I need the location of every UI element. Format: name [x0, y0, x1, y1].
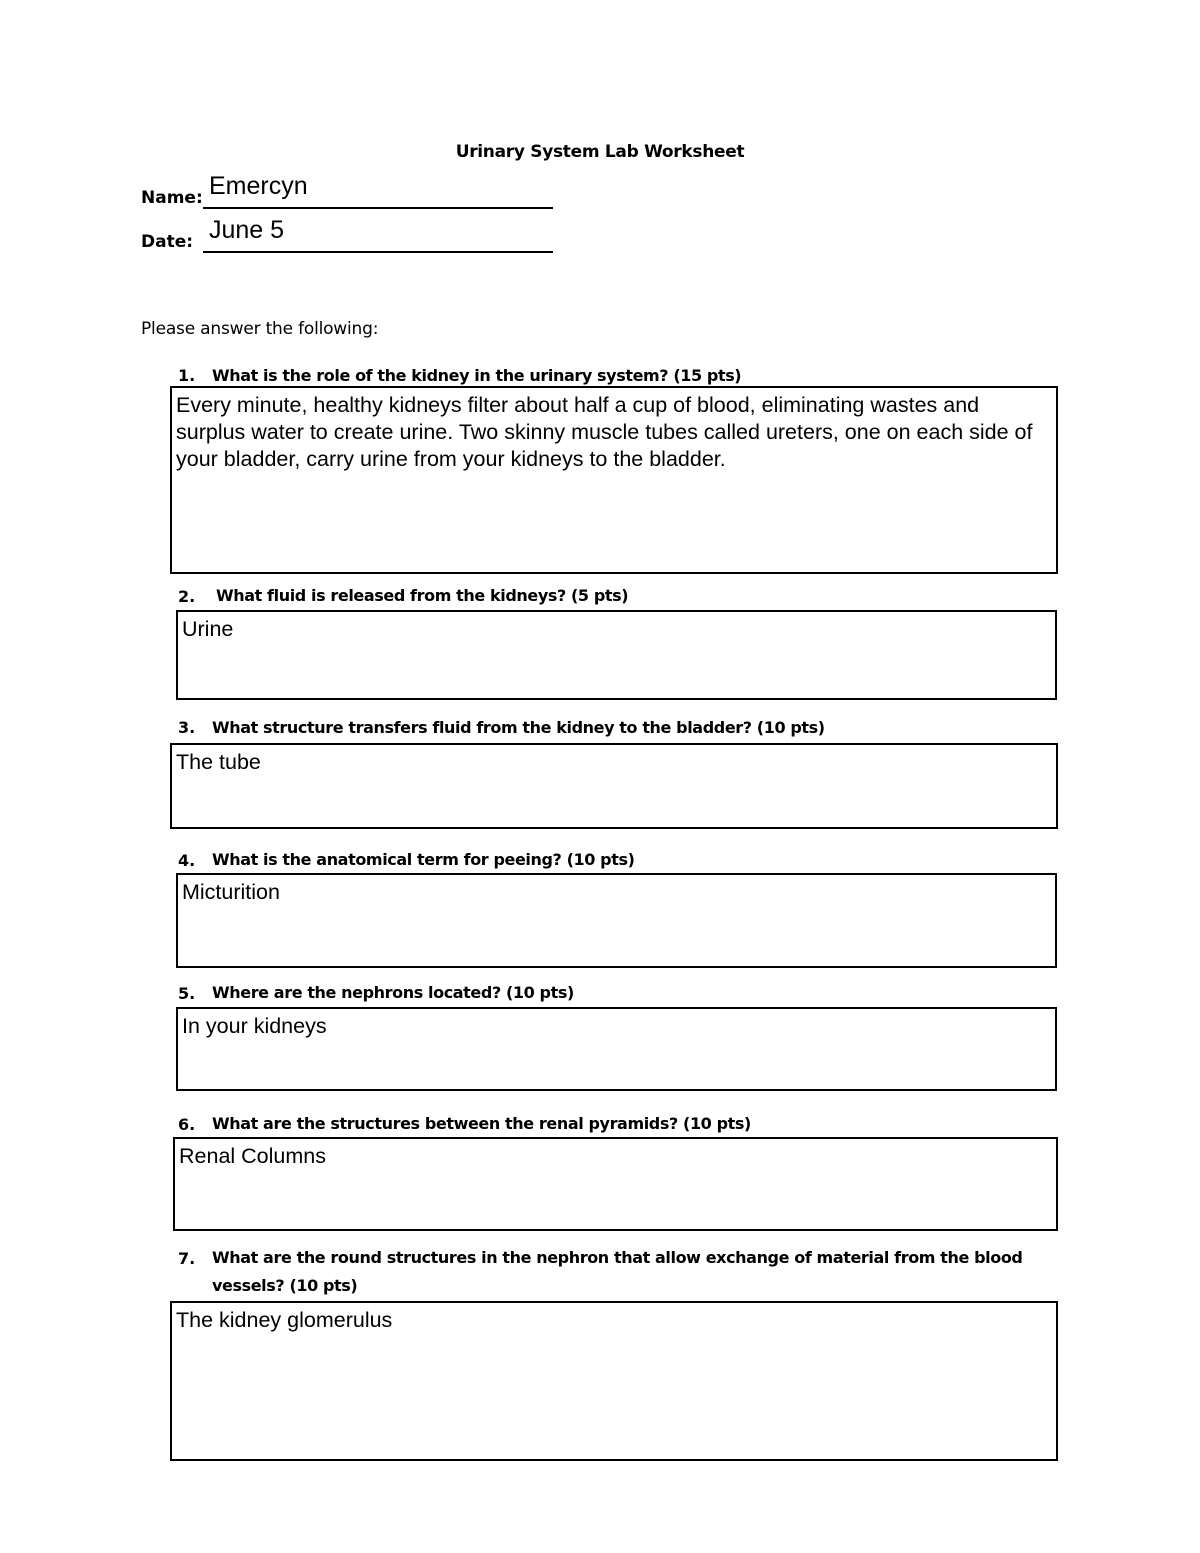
question-number: 1. [178, 366, 196, 385]
answer-box[interactable] [170, 743, 1058, 829]
answer-text: Urine [182, 617, 234, 641]
name-underline [203, 207, 553, 209]
instructions: Please answer the following: [141, 319, 379, 339]
date-underline [203, 251, 553, 253]
question-number: 4. [178, 851, 196, 870]
question-text: What is the anatomical term for peeing? (10 pts) [212, 850, 635, 869]
answer-text: The kidney glomerulus [176, 1308, 393, 1332]
question-number: 3. [178, 718, 196, 737]
answer-box[interactable] [176, 1007, 1057, 1091]
question-text: What fluid is released from the kidneys? (5 pts) [216, 586, 629, 605]
name-value[interactable]: Emercyn [209, 172, 308, 200]
question-number: 2. [178, 587, 196, 606]
name-label: Name: [141, 188, 203, 208]
question-number: 6. [178, 1115, 196, 1134]
answer-text: Micturition [182, 880, 280, 904]
question-text: Where are the nephrons located? (10 pts) [212, 983, 574, 1002]
answer-box[interactable] [176, 610, 1057, 700]
question-number: 5. [178, 984, 196, 1003]
answer-text: In your kidneys [182, 1014, 327, 1038]
answer-text: Every minute, healthy kidneys filter about half a cup of blood, eliminating wastes and surplus water to create urine. Two skinny muscle tubes called ureters, one on each side of your bladder, carry urine from your kidneys to the bladder. [176, 393, 1033, 471]
date-value[interactable]: June 5 [209, 216, 285, 244]
worksheet-title: Urinary System Lab Worksheet [455, 142, 745, 162]
question-text: What are the structures between the renal pyramids? (10 pts) [212, 1114, 751, 1133]
answer-text: Renal Columns [179, 1144, 326, 1168]
question-number: 7. [178, 1249, 196, 1268]
date-label: Date: [141, 232, 194, 252]
answer-box[interactable] [170, 386, 1058, 574]
answer-text: The tube [176, 750, 261, 774]
question-text: What are the round structures in the nephron that allow exchange of material from the blood vessels? (10 pts) [212, 1248, 1023, 1295]
question-text: What structure transfers fluid from the kidney to the bladder? (10 pts) [212, 718, 825, 737]
question-text: What is the role of the kidney in the urinary system? (15 pts) [212, 366, 742, 385]
answer-box[interactable] [170, 1301, 1058, 1461]
answer-box[interactable] [173, 1137, 1058, 1231]
answer-box[interactable] [176, 873, 1057, 968]
